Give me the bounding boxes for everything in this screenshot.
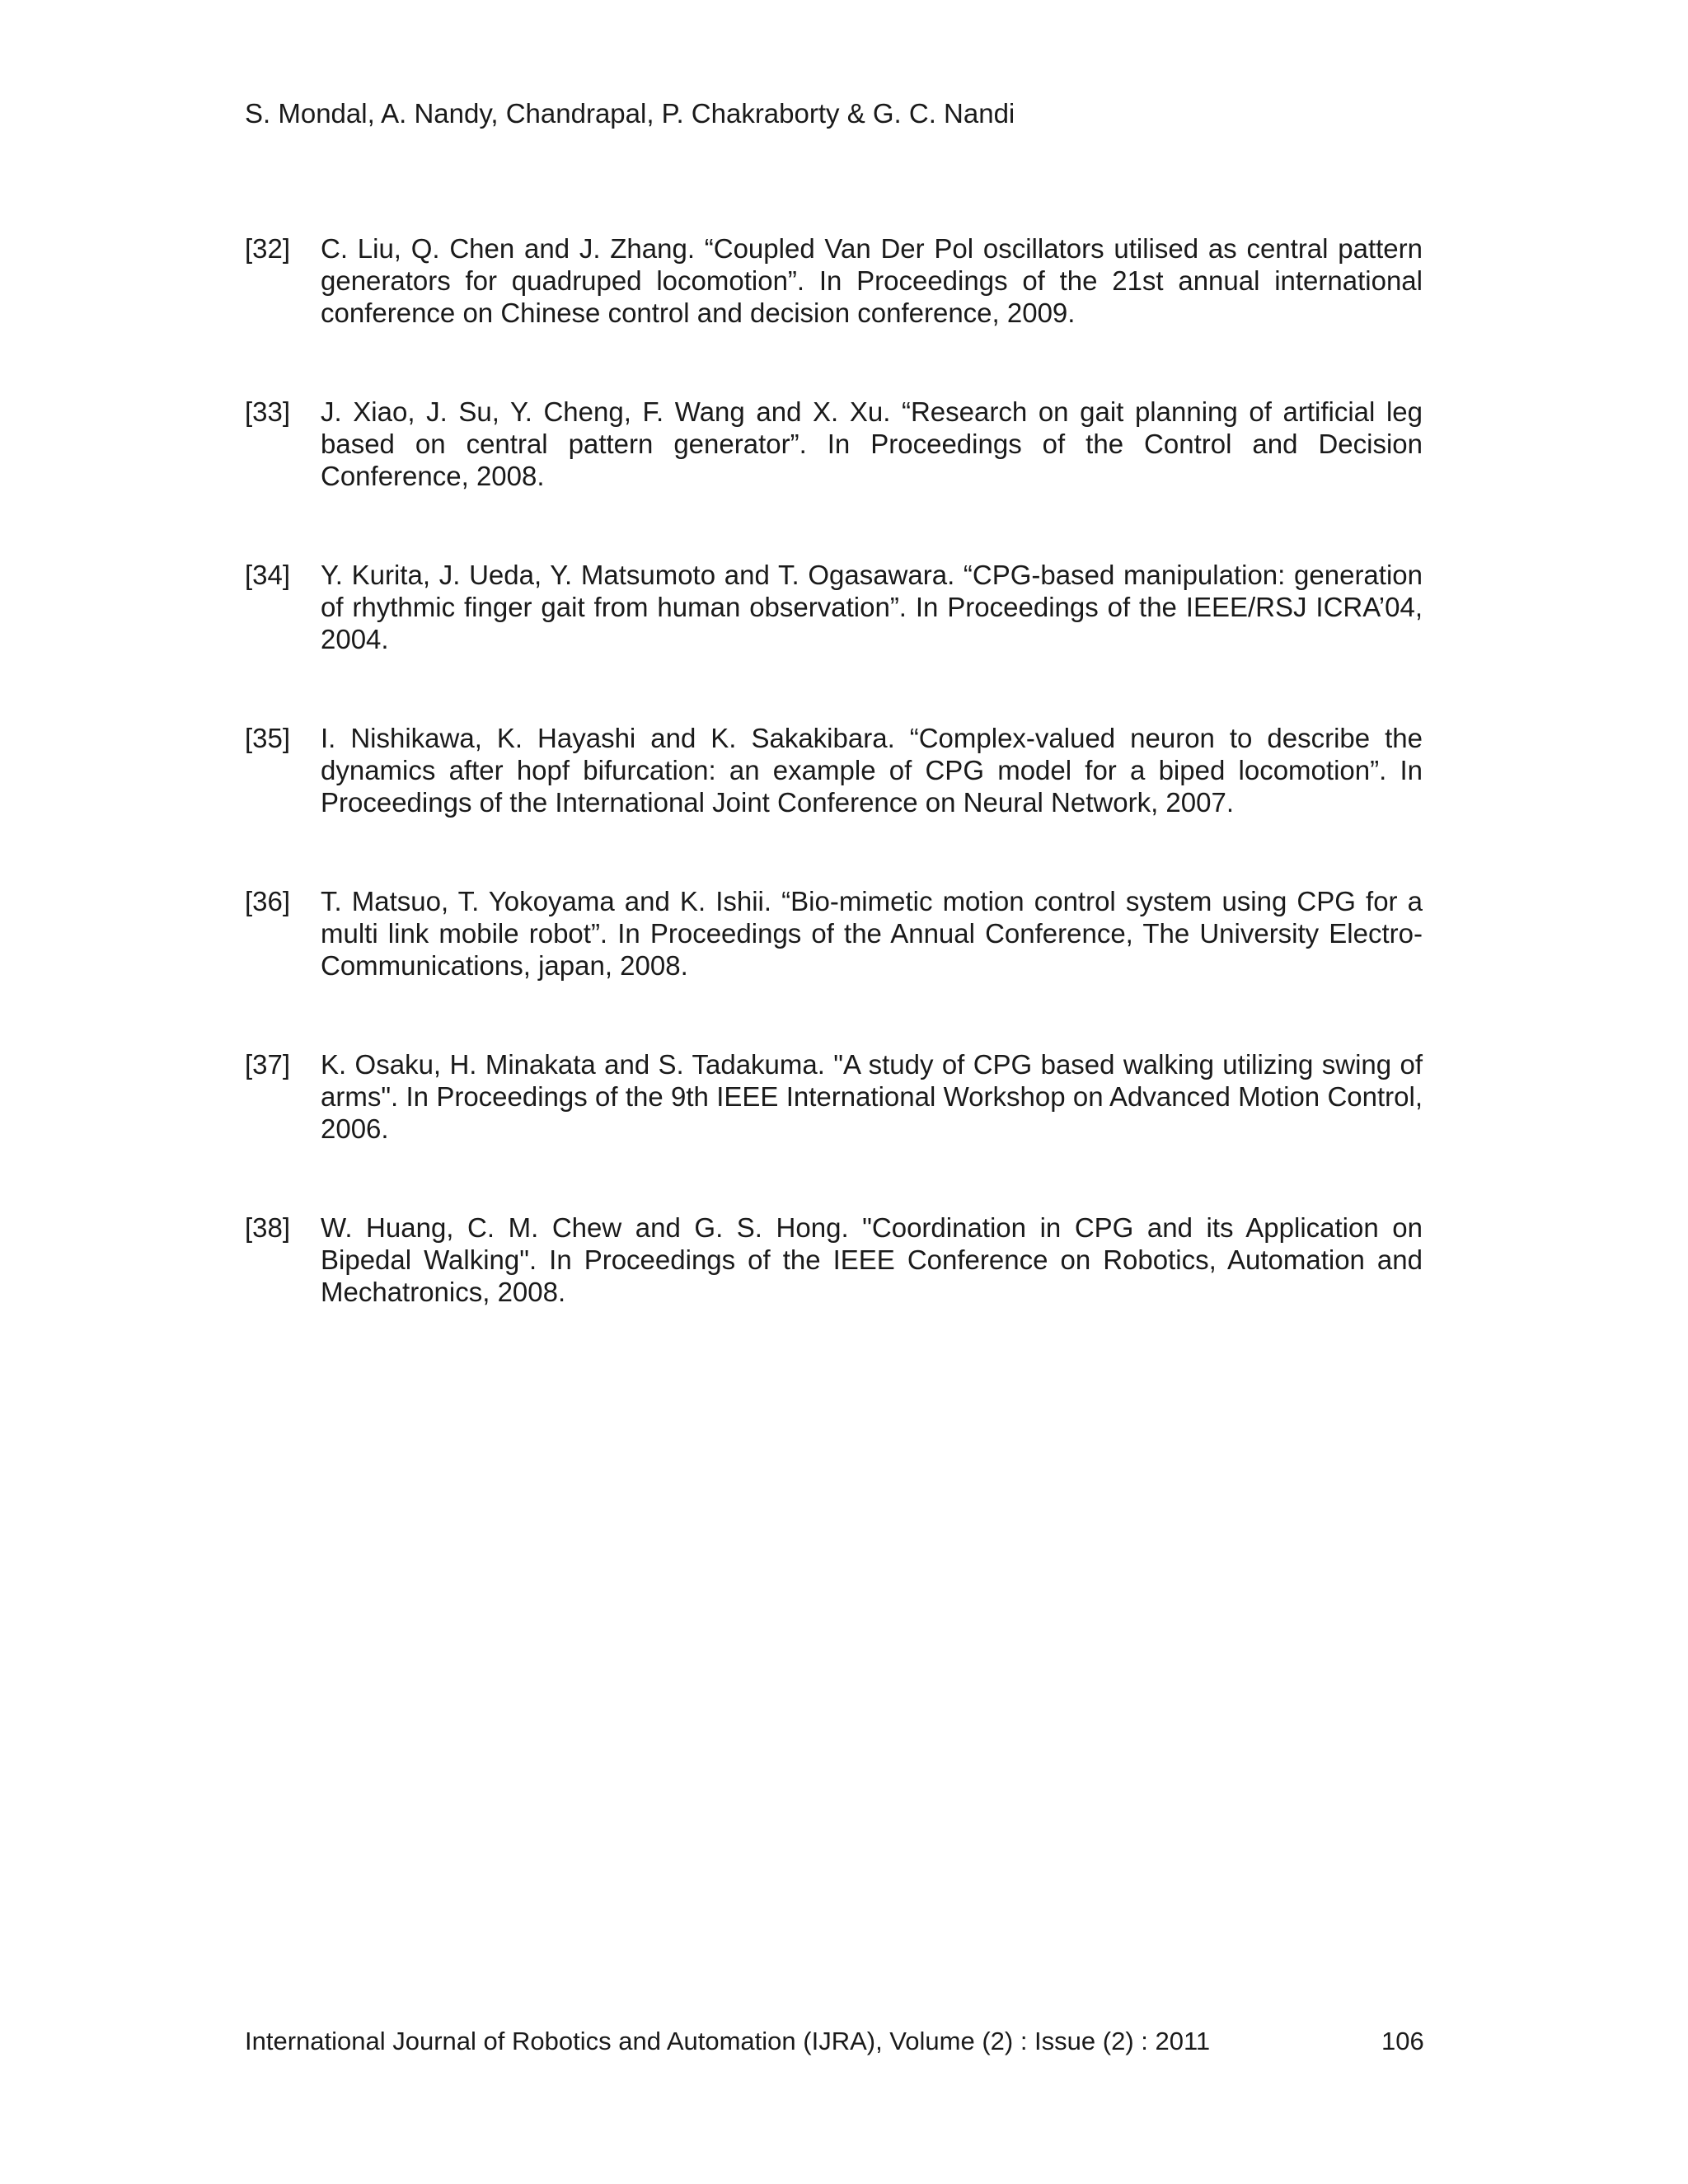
- reference-text: I. Nishikawa, K. Hayashi and K. Sakakibara. “Complex-valued neuron to describe the dynamics after hopf bifurcation: an example of CPG model for a biped locomotion”. In Proceedings of the International Joint Conference on Neural Network, 2007.: [321, 723, 1423, 818]
- reference-item: [245, 1212, 1423, 1308]
- reference-item: [245, 559, 1423, 655]
- reference-text: Y. Kurita, J. Ueda, Y. Matsumoto and T. Ogasawara. “CPG-based manipulation: generation of rhythmic finger gait from human observation”. In Proceedings of the IEEE/RSJ ICRA’04, 2004.: [321, 560, 1423, 654]
- reference-number: [38]: [245, 1212, 291, 1243]
- reference-text: T. Matsuo, T. Yokoyama and K. Ishii. “Bio-mimetic motion control system using CPG for a multi link mobile robot”. In Proceedings of the Annual Conference, The University Electro-Communications, japan, 2008.: [321, 886, 1423, 981]
- reference-list: [245, 232, 1423, 1375]
- reference-number: [37]: [245, 1049, 291, 1080]
- reference-text: K. Osaku, H. Minakata and S. Tadakuma. "A study of CPG based walking utilizing swing of arms". In Proceedings of the 9th IEEE International Workshop on Advanced Motion Control, 2006.: [321, 1049, 1423, 1144]
- reference-number: [36]: [245, 886, 291, 916]
- reference-item: [245, 396, 1423, 492]
- reference-number: [32]: [245, 233, 291, 264]
- reference-number: [33]: [245, 396, 291, 427]
- reference-number: [34]: [245, 560, 291, 590]
- reference-item: [245, 232, 1423, 329]
- reference-item: [245, 722, 1423, 818]
- reference-text: J. Xiao, J. Su, Y. Cheng, F. Wang and X. Xu. “Research on gait planning of artificial leg based on central pattern generator”. In Proceedings of the Control and Decision Conference, 2008.: [321, 396, 1423, 491]
- reference-number: [35]: [245, 723, 291, 753]
- reference-item: [245, 1048, 1423, 1145]
- reference-text: C. Liu, Q. Chen and J. Zhang. “Coupled Van Der Pol oscillators utilised as central pattern generators for quadruped locomotion”. In Proceedings of the 21st annual international conference on Chinese control and decision conference, 2009.: [321, 233, 1423, 328]
- reference-text: W. Huang, C. M. Chew and G. S. Hong. "Coordination in CPG and its Application on Bipedal Walking". In Proceedings of the IEEE Conference on Robotics, Automation and Mechatronics, 2008.: [321, 1212, 1423, 1307]
- page-number: 106: [1381, 2027, 1424, 2055]
- reference-item: [245, 885, 1423, 982]
- running-header-authors: S. Mondal, A. Nandy, Chandrapal, P. Chakraborty & G. C. Nandi: [245, 98, 1015, 129]
- footer-journal-citation: International Journal of Robotics and Automation (IJRA), Volume (2) : Issue (2) : 2011: [245, 2027, 1211, 2055]
